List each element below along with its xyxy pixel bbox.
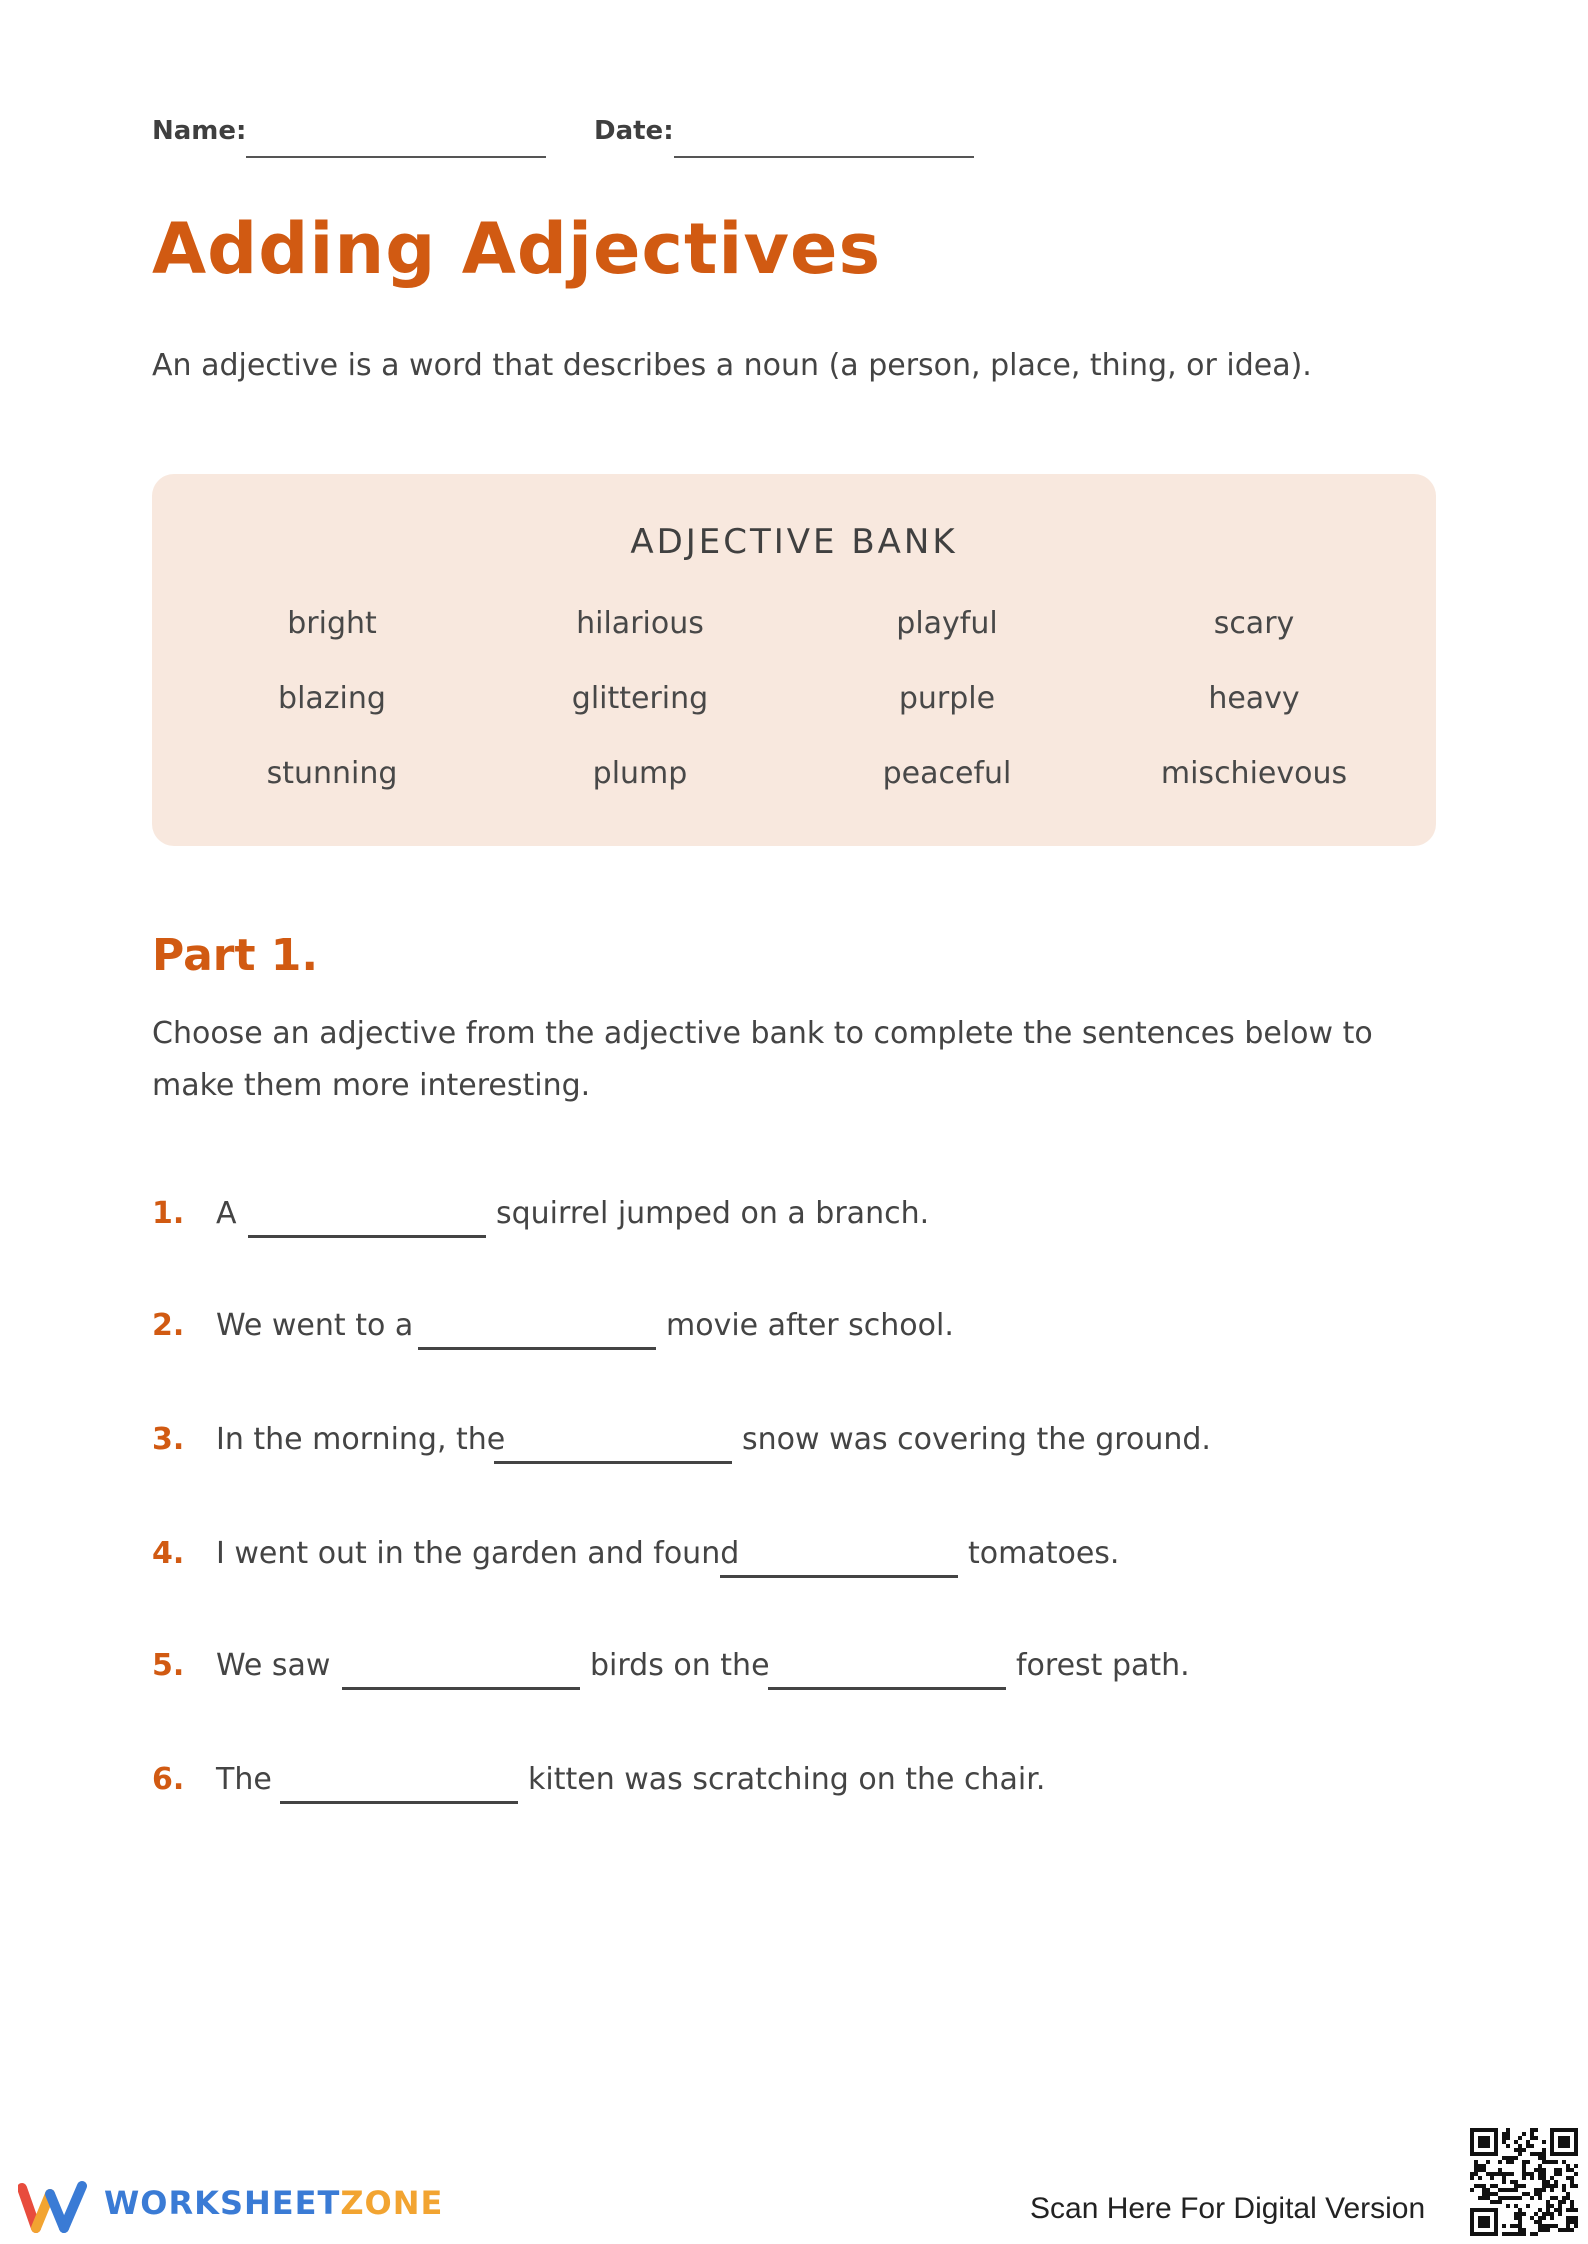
question-text: kitten was scratching on the chair. [528,1762,1046,1797]
bank-word: scary [1213,606,1295,641]
brand-name-part2: ZONE [340,2184,444,2222]
answer-blank[interactable] [342,1687,580,1690]
date-field[interactable] [674,156,974,158]
intro-text: An adjective is a word that describes a noun (a person, place, thing, or idea). [152,348,1312,383]
bank-word: hilarious [576,606,704,641]
adjective-bank [152,474,1436,846]
question-text: We went to a [216,1308,414,1343]
bank-word: bright [287,606,377,641]
question-text: The [216,1762,272,1797]
question-number: 1. [152,1196,185,1231]
question-number: 3. [152,1422,185,1457]
brand-name-part1: WORKSHEET [104,2184,341,2222]
date-label: Date: [594,116,674,146]
bank-word: stunning [266,756,398,791]
question-text: In the morning, the [216,1422,506,1457]
scan-text: Scan Here For Digital Version [1030,2192,1426,2225]
bank-word: glittering [571,681,709,716]
page-title: Adding Adjectives [152,208,882,290]
question-text: movie after school. [666,1308,954,1343]
question-text: squirrel jumped on a branch. [496,1196,930,1231]
bank-word: mischievous [1160,756,1348,791]
answer-blank[interactable] [418,1347,656,1350]
bank-word: plump [592,756,688,791]
question-text: forest path. [1016,1648,1190,1683]
name-field[interactable] [246,156,546,158]
part-1-title: Part 1. [152,930,319,981]
part-1-instructions: Choose an adjective from the adjective bank to complete the sentences below to make them more interesting. [152,1016,1373,1103]
worksheetzone-logo-icon [18,2180,90,2236]
question-number: 2. [152,1308,185,1343]
brand-name [104,2184,443,2222]
qr-code-icon[interactable] [1470,2128,1578,2236]
question-text: A [216,1196,237,1231]
answer-blank[interactable] [768,1687,1006,1690]
question-text: birds on the [590,1648,770,1683]
bank-word: blazing [278,681,386,716]
name-label: Name: [152,116,247,146]
question-text: snow was covering the ground. [742,1422,1211,1457]
answer-blank[interactable] [280,1801,518,1804]
answer-blank[interactable] [720,1575,958,1578]
answer-blank[interactable] [248,1235,486,1238]
question-text: I went out in the garden and found [216,1536,740,1571]
question-text: tomatoes. [968,1536,1120,1571]
adjective-bank-title: ADJECTIVE BANK [630,522,958,562]
bank-word: playful [896,606,998,641]
question-number: 4. [152,1536,185,1571]
bank-word: peaceful [882,756,1012,791]
bank-word: heavy [1208,681,1300,716]
question-text: We saw [216,1648,331,1683]
answer-blank[interactable] [494,1461,732,1464]
bank-word: purple [898,681,996,716]
question-number: 5. [152,1648,185,1683]
question-number: 6. [152,1762,185,1797]
